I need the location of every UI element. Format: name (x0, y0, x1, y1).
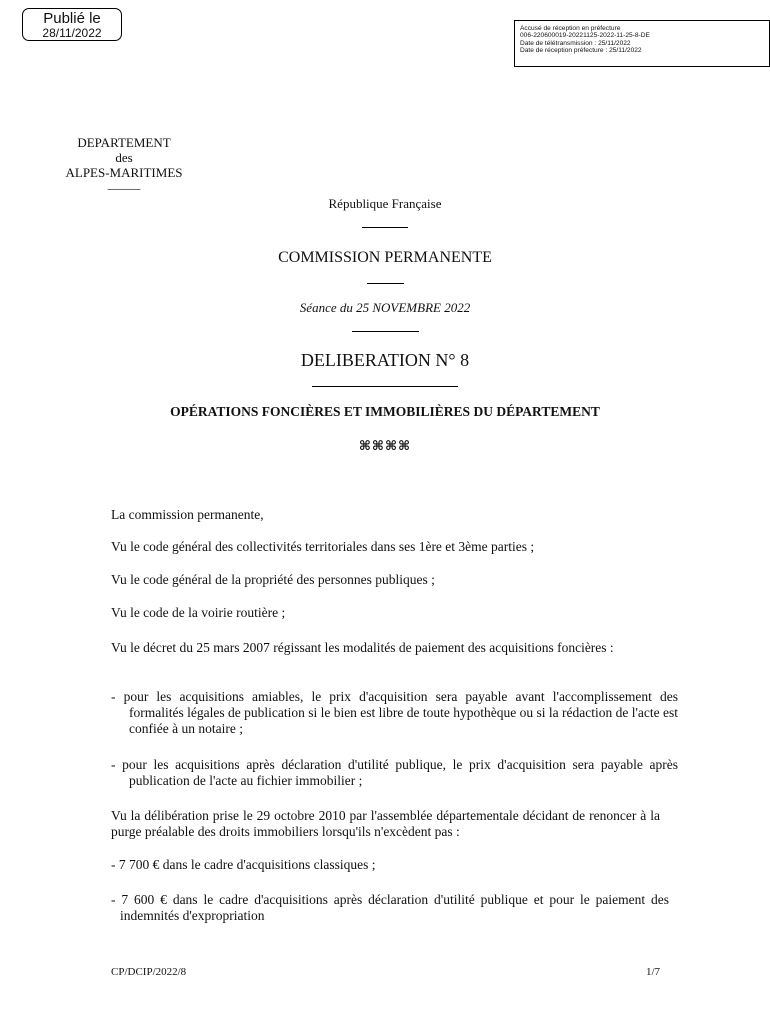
department-line-3: ALPES-MARITIMES (65, 165, 183, 180)
paragraph-cgct: Vu le code général des collectivités territoriales dans ses 1ère et 3ème parties ; (111, 539, 535, 554)
deliberation-subject: OPÉRATIONS FONCIÈRES ET IMMOBILIÈRES DU DÉPARTEMENT (170, 404, 600, 419)
divider (352, 331, 419, 332)
receipt-title: Accusé de réception en préfecture (520, 25, 621, 32)
published-label: Publié le (43, 10, 101, 27)
divider (312, 386, 458, 387)
seance-date: Séance du 25 NOVEMBRE 2022 (299, 300, 471, 315)
prefecture-receipt-box (514, 20, 770, 67)
republic-label: République Française (328, 196, 442, 211)
footer-page-number: 1/7 (645, 966, 660, 978)
bullet-dup: - pour les acquisitions après déclaration d'utilité publique, le prix d'acquisition sera payable après publication de l'acte au fichier immobilier ; (111, 757, 678, 788)
department-block (55, 135, 193, 191)
divider (362, 227, 408, 228)
paragraph-deliberation-2010: Vu la délibération prise le 29 octobre 2010 par l'assemblée départementale décidant de renoncer à la purge préalable des droits immobiliers lorsqu'ils n'excèdent pas : (111, 808, 660, 839)
ornament-symbols: ⌘⌘⌘⌘ (358, 438, 412, 453)
paragraph-cgppp: Vu le code général de la propriété des personnes publiques ; (111, 572, 435, 587)
department-line-4: _____ (107, 176, 141, 191)
footer-reference: CP/DCIP/2022/8 (111, 966, 187, 978)
department-line-2: des (115, 150, 133, 165)
bullet-threshold-dup: - 7 600 € dans le cadre d'acquisitions après déclaration d'utilité publique et pour le paiement des indemnités d'expropriation (111, 892, 669, 923)
bullet-amiables: - pour les acquisitions amiables, le prix d'acquisition sera payable avant l'accomplissement des formalités légales de publication si le bien est libre de toute hypothèque ou si la rédaction de l'acte est confiée à un notaire ; (111, 689, 679, 736)
published-date: 28/11/2022 (42, 26, 102, 40)
receipt-reference: 006-220600019-20221125-2022-11-25-8-DE (520, 32, 650, 40)
paragraph-voirie: Vu le code de la voirie routière ; (111, 605, 286, 620)
deliberation-title: DELIBERATION N° 8 (300, 350, 470, 370)
opening-paragraph: La commission permanente, (111, 507, 264, 522)
divider (367, 283, 404, 284)
paragraph-decret: Vu le décret du 25 mars 2007 régissant les modalités de paiement des acquisitions foncières : (111, 640, 614, 655)
department-line-1: DEPARTEMENT (77, 135, 171, 150)
receipt-transmission-date: Date de télétransmission : 25/11/2022 (520, 39, 631, 47)
commission-title: COMMISSION PERMANENTE (278, 249, 492, 266)
published-stamp (22, 8, 122, 41)
bullet-threshold-classic: - 7 700 € dans le cadre d'acquisitions classiques ; (111, 857, 376, 872)
receipt-reception-date: Date de réception préfecture : 25/11/2022 (520, 47, 642, 55)
